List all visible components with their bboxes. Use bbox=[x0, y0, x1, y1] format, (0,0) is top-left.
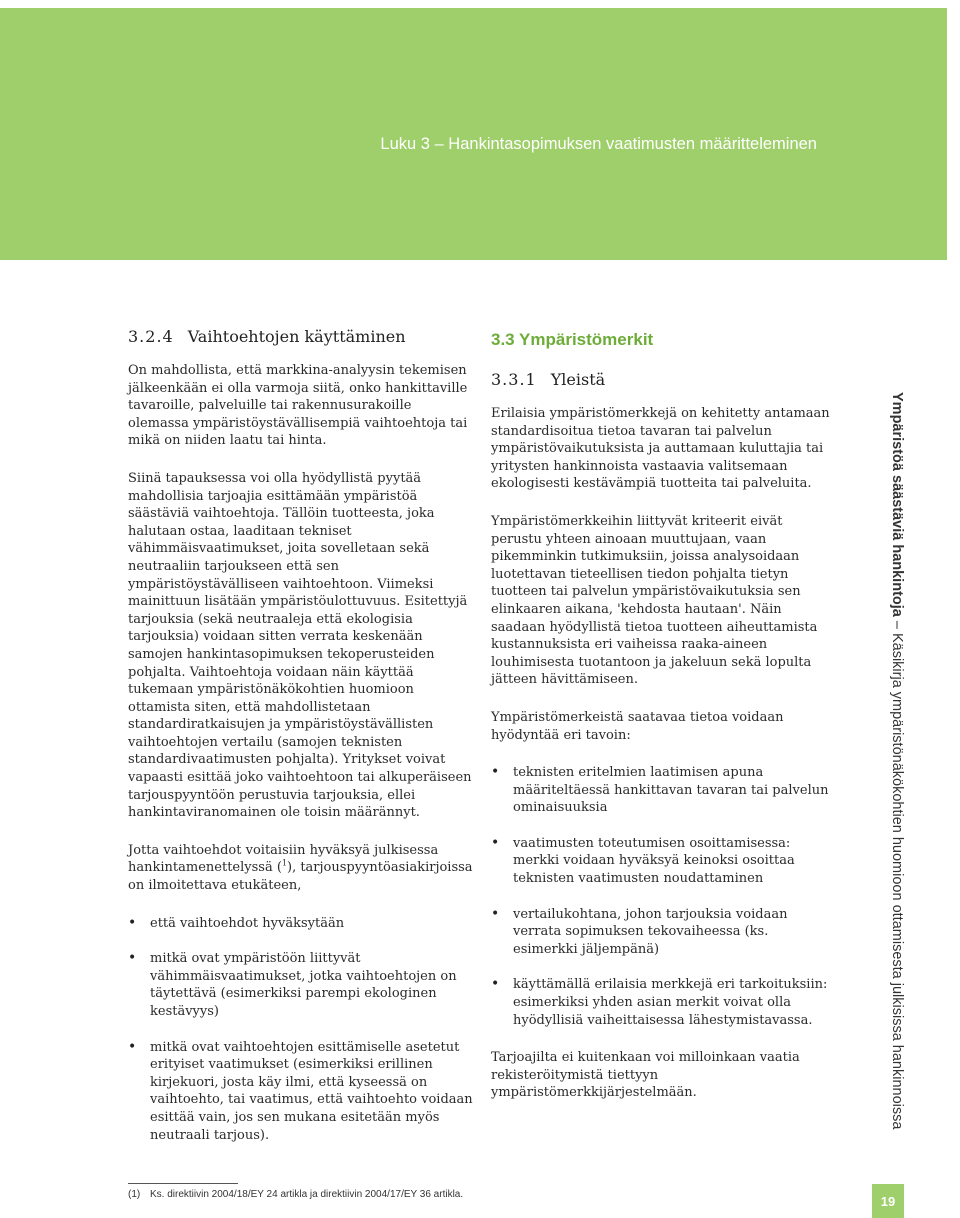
paragraph-with-footnote bbox=[128, 842, 473, 895]
paragraph: Ympäristömerkeistä saatavaa tietoa voidaan hyödyntää eri tavoin: bbox=[491, 709, 784, 743]
bullet-icon: • bbox=[491, 905, 500, 922]
header-band bbox=[0, 8, 947, 260]
list-item-text: käyttämällä erilaisia merkkejä eri tarkoituksiin: esimerkiksi yhden asian merkit voivat olla hyödyllisiä vaiheittaisessa lähestymistavassa. bbox=[513, 977, 828, 1028]
bullet-icon: • bbox=[128, 950, 137, 967]
list-item-text: teknisten eritelmien laatimisen apuna määriteltäessä hankittavan tavaran tai palvelun ominaisuuksia bbox=[513, 765, 829, 816]
list-item-text: mitkä ovat ympäristöön liittyvät vähimmäisvaatimukset, jotka vaihtoehtojen on täytettävä (esimerkiksi parempi ekologinen kestävyys) bbox=[150, 951, 457, 1019]
side-title-normal: – Käsikirja ympäristönäkökohtien huomioon ottamisesta julkisissa hankinnoissa bbox=[889, 616, 905, 1130]
paragraph: On mahdollista, että markkina-analyysin tekemisen jälkeenkään ei olla varmoja siitä, onko hankittaville tavaroille, palveluille tai rakennusurakoille olemassa ympäristöystävällisempiä vaihtoehtoja tai mikä on niiden laatu tai hinta. bbox=[128, 363, 468, 449]
side-title-bold: Ympäristöä säästäviä hankintoja bbox=[889, 392, 905, 617]
list-item bbox=[128, 950, 473, 1020]
paragraph: Ympäristömerkkeihin liittyvät kriteerit eivät perustu yhteen ainoaan muuttujaan, vaan pikemminkin tutkimuksiin, joissa analysoidaan luotettavan tieteellisen tiedon pohjalta tietyn tuotteen tai palvelun ympäristövaikutuksia sen elinkaaren aikana, 'kehdosta hautaan'. Näin saadaan hyödyllistä tietoa tuotteen aiheuttamista kustannuksista eri vaiheissa raaka-aineen louhimisesta tuotantoon ja jakeluun sekä lopulta jätteen hävittämiseen. bbox=[491, 513, 818, 688]
subheading-3-2-4 bbox=[128, 327, 473, 346]
footnote-text: Ks. direktiivin 2004/18/EY 24 artikla ja direktiivin 2004/17/EY 36 artikla. bbox=[150, 1189, 464, 1200]
bullet-icon: • bbox=[491, 764, 500, 781]
subheading-3-3-1 bbox=[491, 370, 836, 389]
list-item-text: vaatimusten toteutumisen osoittamisessa: merkki voidaan hyväksyä keinoksi osoittaa teknisten vaatimusten noudattaminen bbox=[513, 835, 795, 887]
subheading-title: Yleistä bbox=[550, 370, 606, 389]
right-column bbox=[491, 330, 836, 1122]
footnote bbox=[128, 1188, 548, 1201]
bullet-list bbox=[128, 915, 473, 1145]
subheading-number: 3.2.4 bbox=[128, 327, 174, 346]
list-item-text: mitkä ovat vaihtoehtojen esittämiselle asetetut erityiset vaatimukset (esimerkiksi erillinen kirjekuori, josta käy ilmi, että kyseessä on vaihtoehto, tai vaatimus, että vaihtoehto voidaan esittää vain, jos sen mukana esitetään myös neutraali tarjous). bbox=[150, 1039, 473, 1143]
list-item bbox=[128, 915, 473, 933]
bullet-icon: • bbox=[128, 914, 137, 931]
subheading-title: Vaihtoehtojen käyttäminen bbox=[187, 327, 406, 346]
list-item bbox=[128, 1039, 473, 1145]
chapter-title: Luku 3 – Hankintasopimuksen vaatimusten määritteleminen bbox=[380, 135, 817, 153]
list-item bbox=[491, 835, 836, 888]
bullet-icon: • bbox=[491, 834, 500, 851]
paragraph: Siinä tapauksessa voi olla hyödyllistä pyytää mahdollisia tarjoajia esittämään ympäristöä säästäviä vaihtoehtoja. Tällöin tuotteesta, joka halutaan ostaa, laaditaan tekniset vähimmäisvaatimukset, joita sovelletaan sekä neutraaliin tarjoukseen että sen ympäristöystävälliseen vaihtoehtoon. Viimeksi mainittuun lisätään ympäristöulottuvuus. Esitettyjä tarjouksia (sekä neutraaleja että ekologisia tarjouksia) voidaan sitten verrata keskenään samojen hankintasopimuksen tekoperusteiden pohjalta. Vaihtoehtoja voidaan näin käyttää tukemaan ympäristönäkökohtien huomioon ottamista siten, että mahdollistetaan standardiratkaisujen ja ympäristöystävällisten vaihtoehtojen vertailu (samojen teknisten standardivaatimusten pohjalta). Yritykset voivat vapaasti esittää joko vaihtoehtoon tai alkuperäiseen tarjouspyyntöön perustuvia tarjouksia, ellei hankintaviranomainen ole toisin määrännyt. bbox=[128, 470, 472, 821]
bullet-list bbox=[491, 764, 836, 1029]
side-title-container bbox=[882, 392, 912, 1162]
side-title bbox=[889, 392, 905, 1162]
list-item bbox=[491, 906, 836, 959]
left-column bbox=[128, 327, 473, 1164]
footnote-mark: (1) bbox=[128, 1189, 141, 1200]
subheading-number: 3.3.1 bbox=[491, 370, 537, 389]
bullet-icon: • bbox=[128, 1038, 137, 1055]
paragraph: Tarjoajilta ei kuitenkaan voi milloinkaan vaatia rekisteröitymistä tiettyyn ympäristömerkkijärjestelmään. bbox=[491, 1050, 800, 1101]
paragraph: Erilaisia ympäristömerkkejä on kehitetty antamaan standardisoitua tietoa tavaran tai palvelun ympäristövaikutuksista ja auttamaan kuluttajia tai yritysten hankinnoista vastaavia valitsemaan ekologisesti kestävämpiä tuotteita tai palveluita. bbox=[491, 406, 830, 492]
list-item-text: vertailukohtana, johon tarjouksia voidaan verrata sopimuksen tekovaiheessa (ks. esimerkki jäljempänä) bbox=[513, 906, 788, 957]
paragraph-text: Jotta vaihtoehdot voitaisiin hyväksyä julkisessa hankintamenettelyssä ( bbox=[128, 842, 439, 876]
footnote-reference[interactable]: 1 bbox=[281, 859, 287, 869]
page-number: 19 bbox=[872, 1184, 904, 1218]
list-item bbox=[491, 764, 836, 817]
section-heading-3-3: 3.3 Ympäristömerkit bbox=[491, 330, 654, 349]
list-item-text: että vaihtoehdot hyväksytään bbox=[150, 915, 345, 931]
bullet-icon: • bbox=[491, 976, 500, 993]
list-item bbox=[491, 976, 836, 1029]
paragraph-text: ), tarjouspyyntöasiakirjoissa on ilmoitettava etukäteen, bbox=[128, 860, 473, 894]
footnote-divider bbox=[128, 1183, 238, 1184]
